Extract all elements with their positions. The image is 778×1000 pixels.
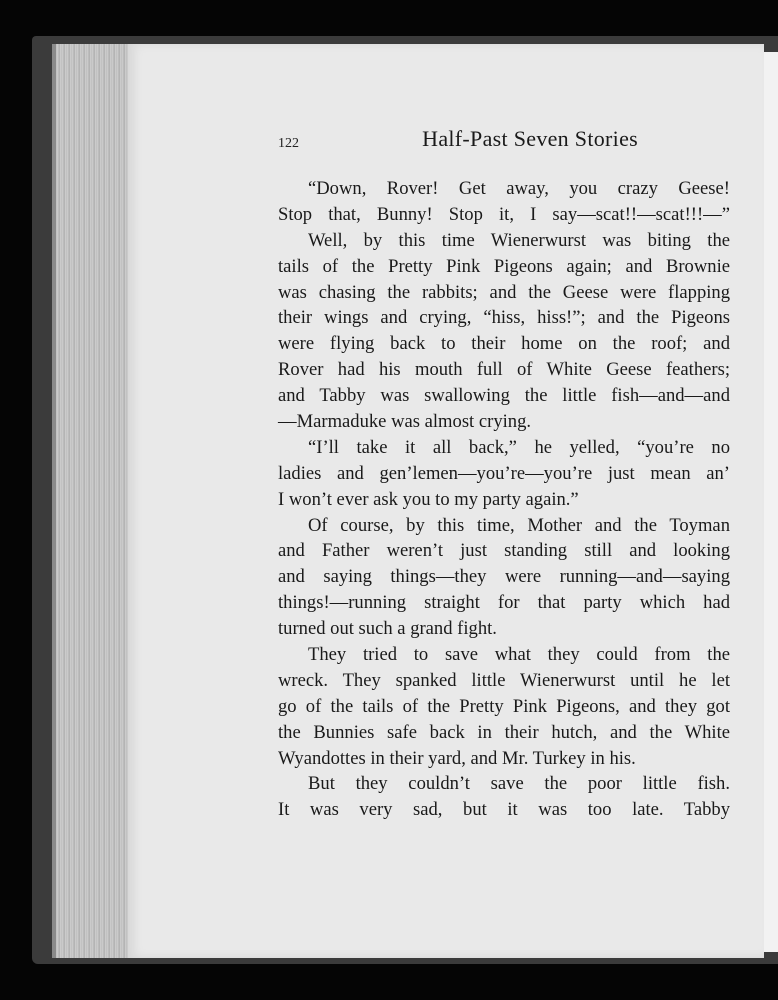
text-line: go of the tails of the Pretty Pink Pigeons, and they got <box>278 695 730 717</box>
running-title: Half-Past Seven Stories <box>422 126 638 151</box>
text-line: tails of the Pretty Pink Pigeons again; and Brownie <box>278 255 730 277</box>
text-line: and Father weren’t just standing still and looking <box>278 540 730 562</box>
text-line: Wyandottes in their yard, and Mr. Turkey in his. <box>278 747 636 769</box>
text-line: the Bunnies safe back in their hutch, and the White <box>278 721 730 743</box>
text-line: Rover had his mouth full of White Geese feathers; <box>278 359 730 381</box>
text-line: things!—running straight for that party which had <box>278 592 730 614</box>
text-line: their wings and crying, “hiss, hiss!”; and the Pigeons <box>278 307 730 329</box>
text-line: and Tabby was swallowing the little fish—and—and <box>278 385 730 407</box>
text-line: ladies and gen’lemen—you’re—you’re just mean an’ <box>278 462 730 484</box>
page-edges <box>52 44 136 958</box>
text-line: —Marmaduke was almost crying. <box>278 411 532 433</box>
text-line: “I’ll take it all back,” he yelled, “you’re no <box>308 436 730 458</box>
page-number: 122 <box>278 136 299 151</box>
facing-page-edge <box>764 52 778 952</box>
body-text <box>278 176 730 823</box>
text-line: turned out such a grand fight. <box>278 618 497 640</box>
text-line: Of course, by this time, Mother and the Toyman <box>308 514 730 536</box>
text-line: were flying back to their home on the roof; and <box>278 333 730 355</box>
text-line: Stop that, Bunny! Stop it, I say—scat!!—scat!!!—” <box>278 203 730 225</box>
text-line: I won’t ever ask you to my party again.” <box>278 488 579 510</box>
text-line: They tried to save what they could from the <box>308 644 730 666</box>
text-line: But they couldn’t save the poor little fish. <box>308 773 730 795</box>
page-header <box>278 126 638 160</box>
text-line: “Down, Rover! Get away, you crazy Geese! <box>308 178 730 199</box>
text-line: Well, by this time Wienerwurst was biting the <box>308 229 730 251</box>
text-line: wreck. They spanked little Wienerwurst until he let <box>278 669 730 691</box>
text-line: It was very sad, but it was too late. Tabby <box>278 799 730 821</box>
text-line: and saying things—they were running—and—saying <box>278 566 730 588</box>
text-line: was chasing the rabbits; and the Geese were flapping <box>278 281 730 303</box>
